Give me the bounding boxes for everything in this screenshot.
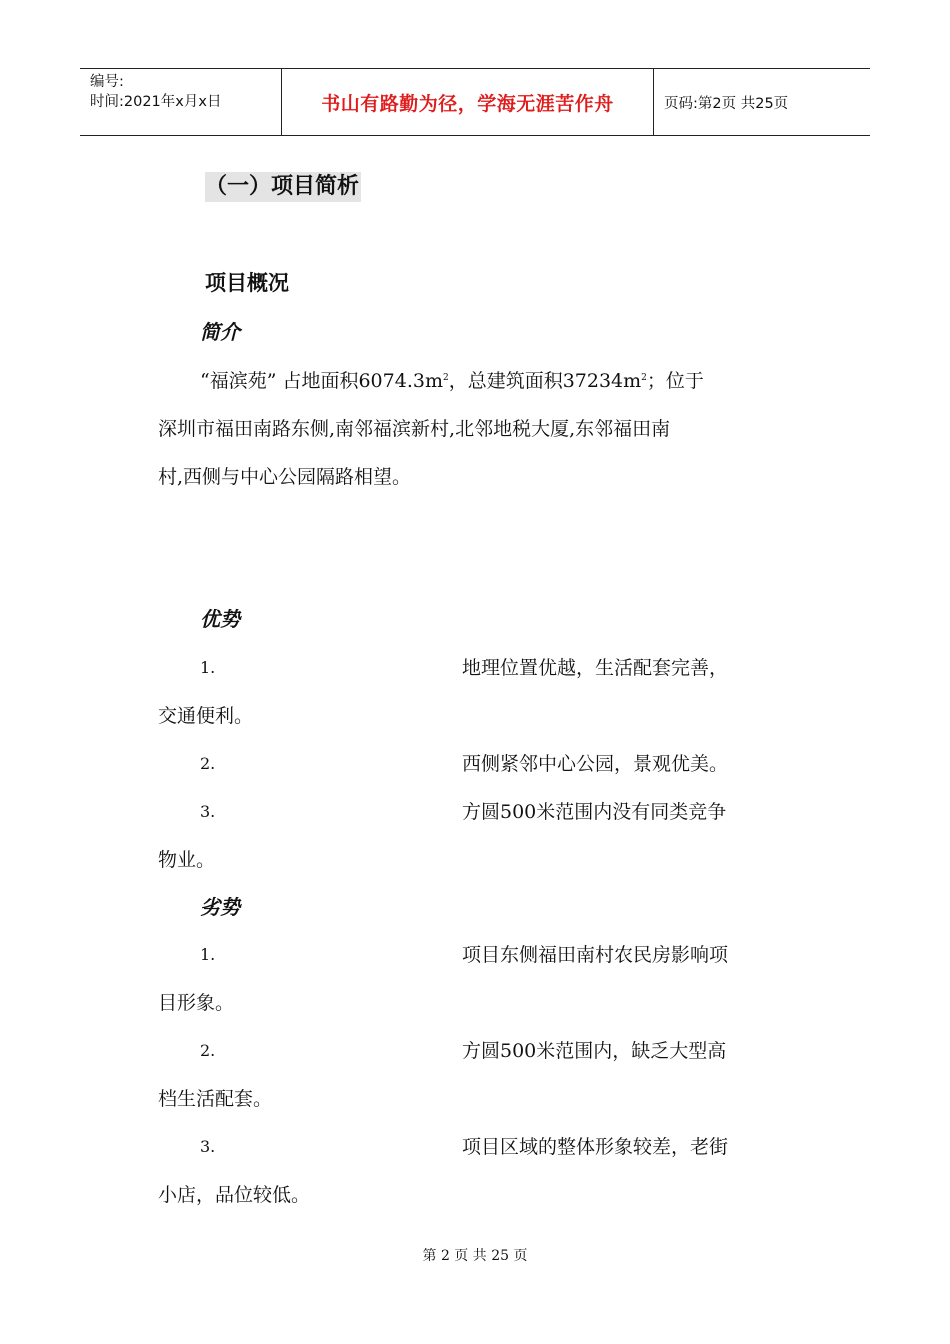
item-number: 1. — [200, 658, 216, 677]
item-line1: 项目区域的整体形象较差，老街 — [462, 1136, 729, 1158]
advantage-item-2 — [158, 740, 788, 788]
item-line1: 地理位置优越，生活配套完善， — [462, 657, 729, 679]
area-sup-1: 2 — [442, 373, 449, 383]
item-number: 3. — [200, 1137, 216, 1156]
disadvantage-item-3 — [158, 1123, 788, 1219]
advantages-heading: 优势 — [200, 607, 240, 631]
item-line1: 西侧紧邻中心公园，景观优美。 — [462, 753, 729, 775]
header-meta — [80, 69, 282, 135]
advantage-item-1 — [158, 644, 788, 740]
overview-title: 项目概况 — [205, 271, 289, 295]
item-line2: 小店，品位较低。 — [158, 1184, 311, 1206]
intro-line3: 村,西侧与中心公园隔路相望。 — [158, 466, 412, 488]
intro-line1-a: “福滨苑” 占地面积6074.3m — [200, 370, 443, 392]
area-sup-2: 2 — [641, 373, 647, 383]
item-line2: 档生活配套。 — [158, 1088, 273, 1110]
item-number: 3. — [200, 802, 216, 821]
item-line1: 项目东侧福田南村农民房影响项 — [462, 944, 729, 966]
intro-line1-c: ；位于 — [646, 370, 704, 392]
header-page-info: 页码:第2页 共25页 — [664, 95, 789, 112]
item-line1: 方圆500米范围内没有同类竞争 — [462, 801, 727, 823]
item-number: 2. — [200, 754, 216, 773]
item-line1: 方圆500米范围内，缺乏大型高 — [462, 1040, 727, 1062]
intro-paragraph — [158, 357, 788, 501]
advantage-item-3 — [158, 788, 788, 884]
page-header — [80, 68, 870, 136]
disadvantage-item-1 — [158, 931, 788, 1027]
intro-line1-b: ，总建筑面积37234m — [448, 370, 642, 392]
date-label: 时间:2021年x月x日 — [90, 94, 222, 110]
number-label: 编号: — [90, 74, 124, 90]
disadvantages-heading: 劣势 — [200, 895, 240, 919]
item-line2: 交通便利。 — [158, 705, 254, 727]
disadvantage-item-2 — [158, 1027, 788, 1123]
intro-line2: 深圳市福田南路东侧,南邻福滨新村,北邻地税大厦,东邻福田南 — [158, 418, 671, 440]
intro-heading: 简介 — [200, 320, 240, 344]
item-line2: 目形象。 — [158, 992, 235, 1014]
item-line2: 物业。 — [158, 849, 216, 871]
header-motto: 书山有路勤为径，学海无涯苦作舟 — [282, 69, 654, 135]
page-footer: 第 2 页 共 25 页 — [422, 1248, 528, 1264]
item-number: 1. — [200, 945, 216, 964]
section-title: （一）项目简析 — [205, 172, 361, 202]
item-number: 2. — [200, 1041, 216, 1060]
